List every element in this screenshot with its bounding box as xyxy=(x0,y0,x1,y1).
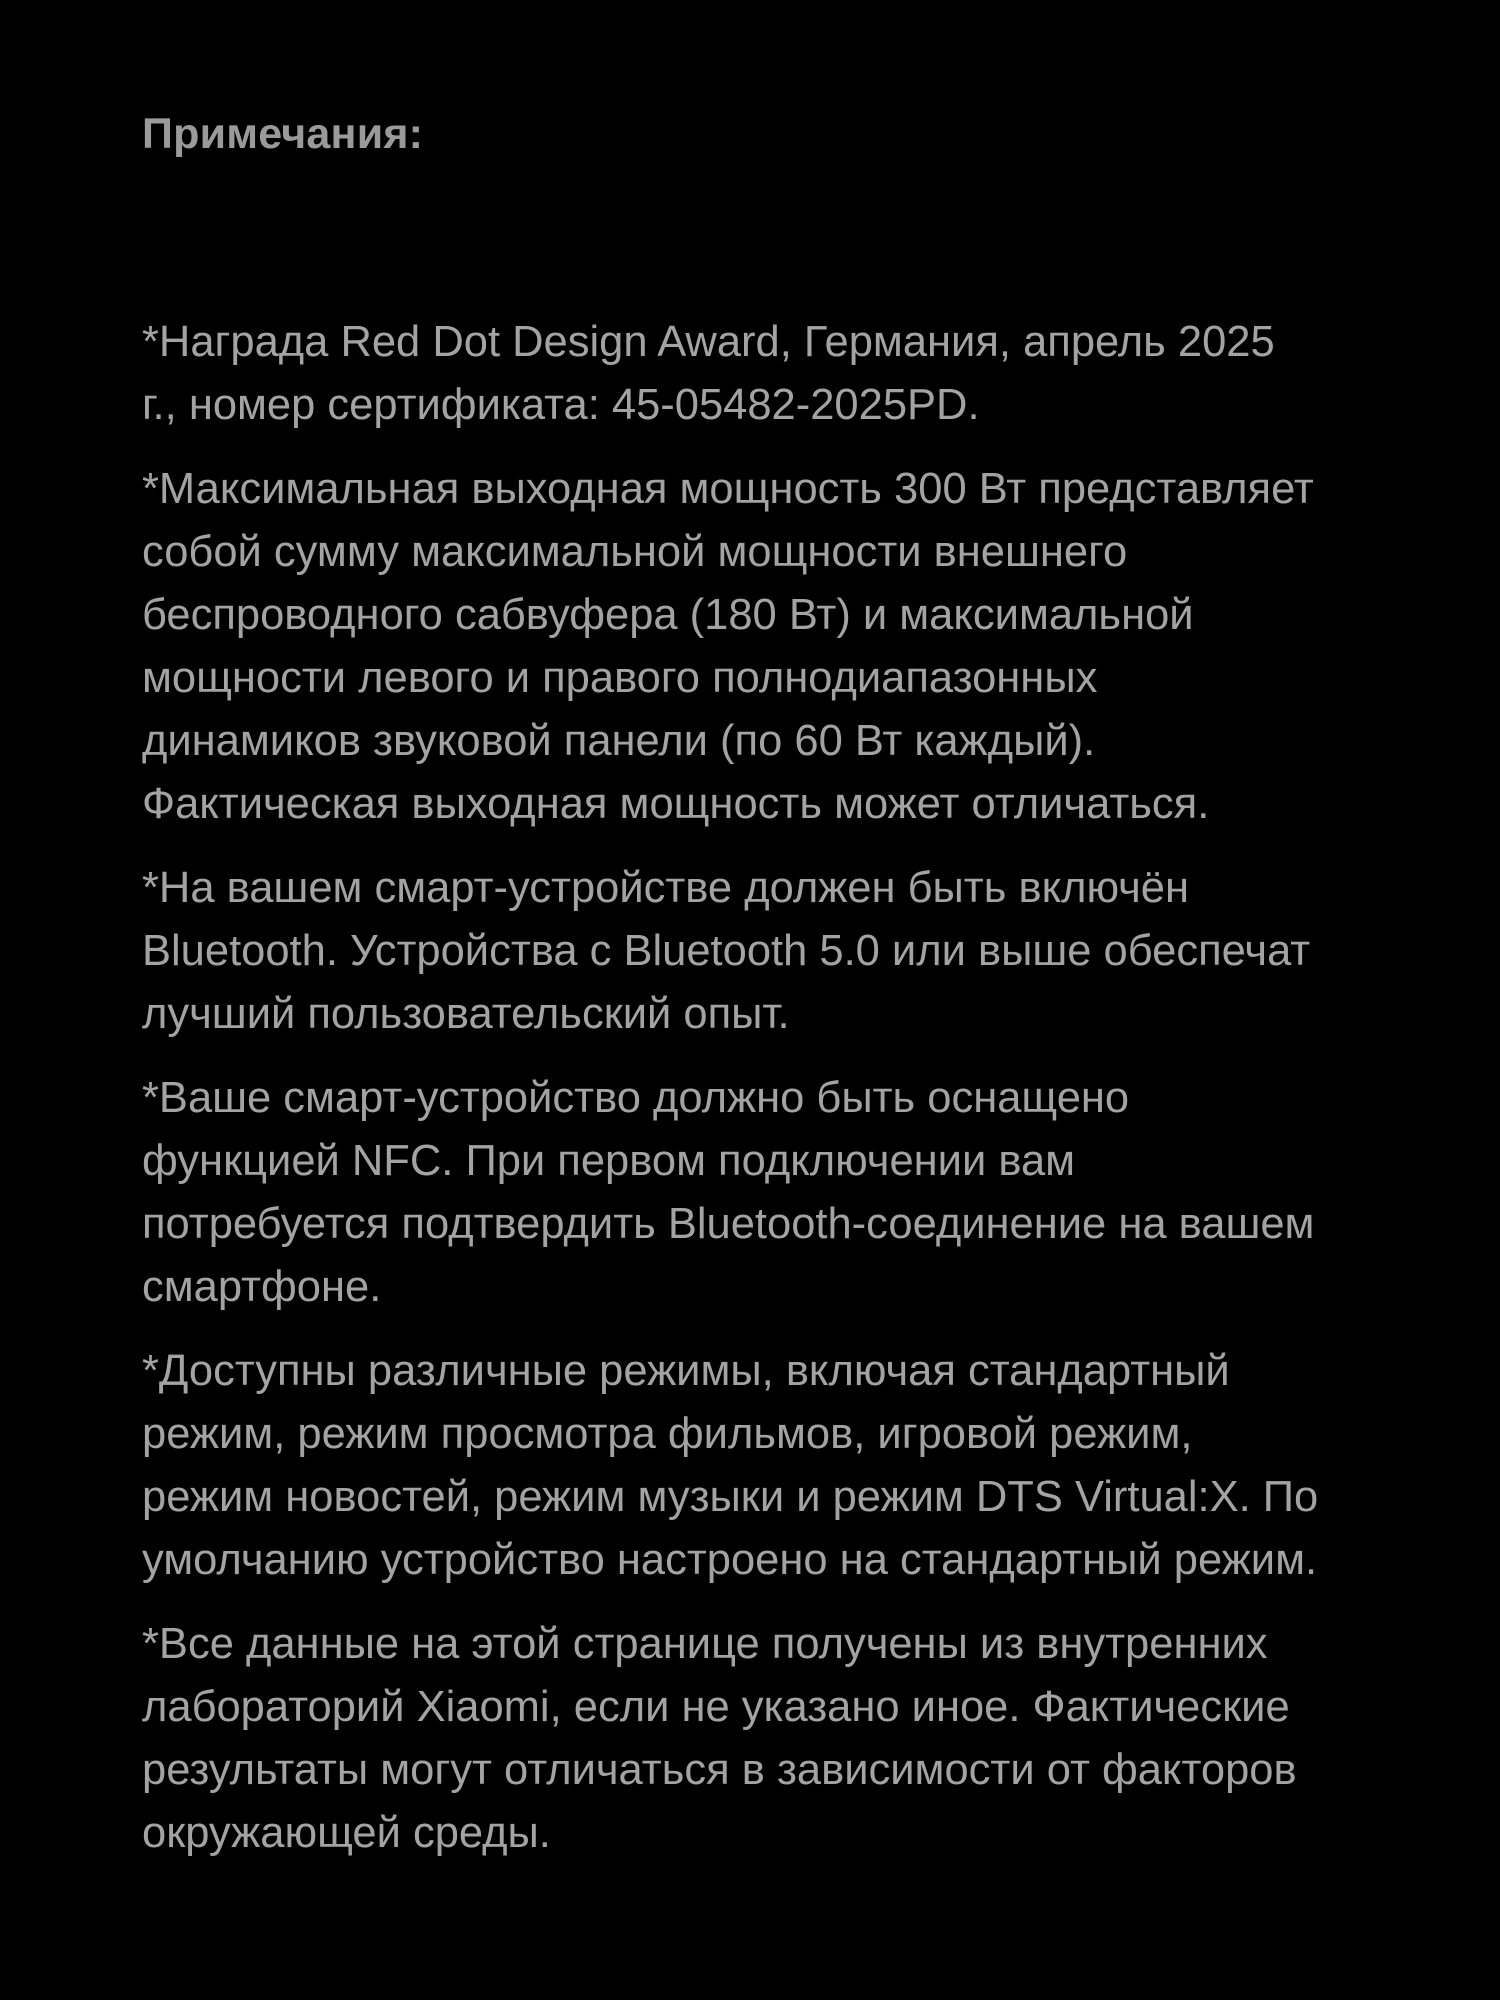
notes-heading: Примечания: xyxy=(142,110,424,158)
note-red-dot-award: *Награда Red Dot Design Award, Германия, апрель 2025 г., номер сертификата: 45-05482-2025PD. xyxy=(142,318,1275,429)
note-data-source: *Все данные на этой странице получены из внутренних лабораторий Xiaomi, если не указано иное. Фактические результаты могут отличаться в зависимости от факторов окружающей среды. xyxy=(142,1620,1297,1857)
note-nfc-requirement: *Ваше смарт-устройство должно быть оснащено функцией NFC. При первом подключении вам потребуется подтвердить Bluetooth-соединение на вашем смартфоне. xyxy=(142,1074,1315,1311)
note-sound-modes: *Доступны различные режимы, включая стандартный режим, режим просмотра фильмов, игровой режим, режим новостей, режим музыки и режим DTS Virtual:X. По умолчанию устройство настроено на стандартный режим. xyxy=(142,1347,1319,1584)
notes-list xyxy=(142,311,1320,1865)
note-max-output-power: *Максимальная выходная мощность 300 Вт представляет собой сумму максимальной мощности внешнего беспроводного сабвуфера (180 Вт) и максимальной мощности левого и правого полнодиапазонных динамиков звуковой панели (по 60 Вт каждый). Фактическая выходная мощность может отличаться. xyxy=(142,465,1314,828)
note-bluetooth-requirement: *На вашем смарт-устройстве должен быть включён Bluetooth. Устройства с Bluetooth 5.0 или выше обеспечат лучший пользовательский опыт. xyxy=(142,864,1311,1038)
